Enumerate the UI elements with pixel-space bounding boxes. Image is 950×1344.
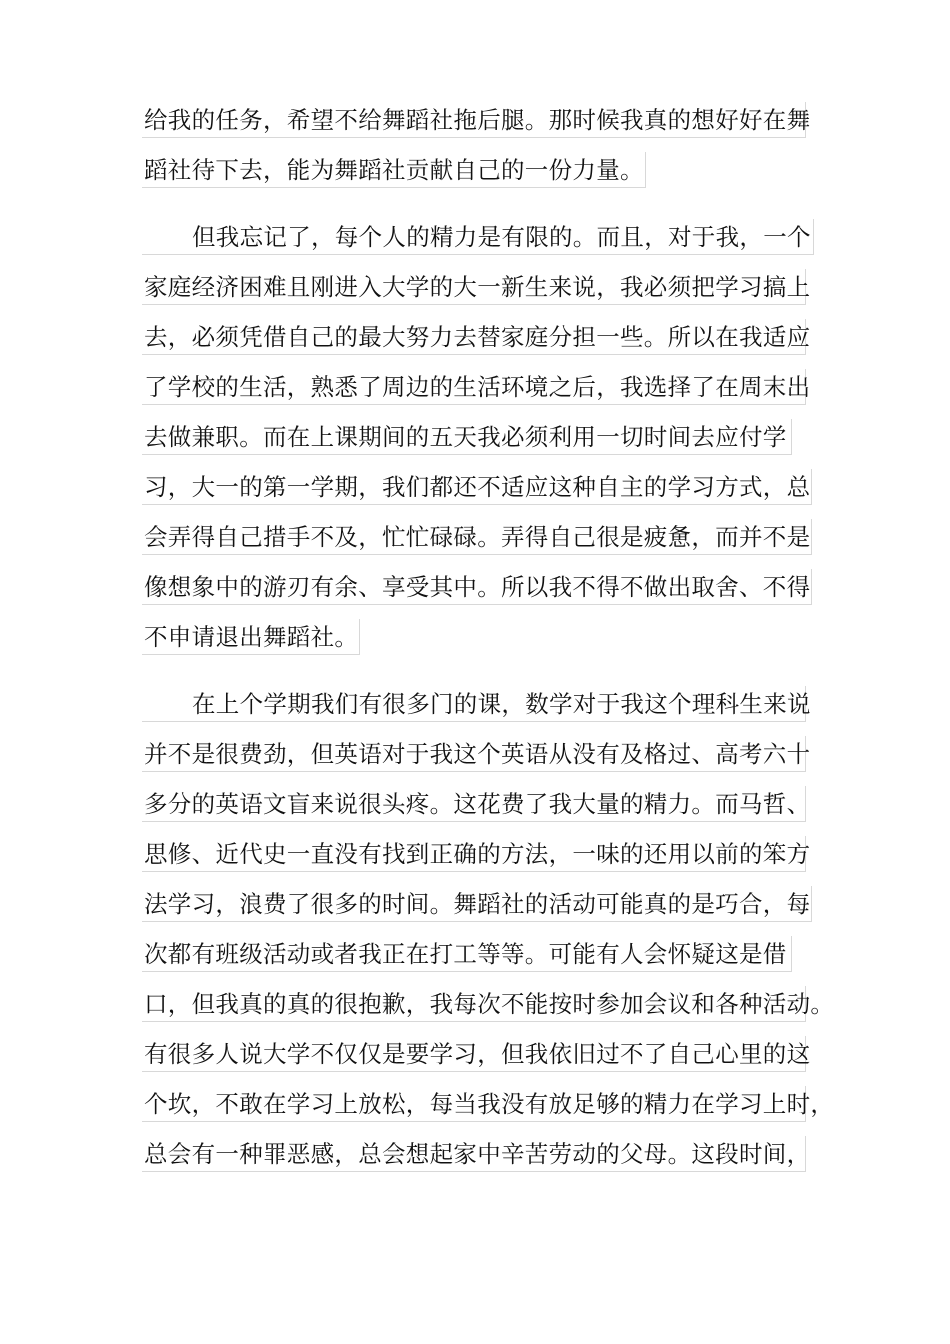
text-line: 去做兼职。而在上课期间的五天我必须利用一切时间去应付学 [142, 419, 792, 455]
text-line: 总会有一种罪恶感，总会想起家中辛苦劳动的父母。这段时间， [142, 1136, 806, 1172]
text-line: 像想象中的游刃有余、享受其中。所以我不得不做出取舍、不得 [142, 569, 812, 605]
text-line: 法学习，浪费了很多的时间。舞蹈社的活动可能真的是巧合，每 [142, 886, 812, 922]
text-line: 习，大一的第一学期，我们都还不适应这种自主的学习方式，总 [142, 469, 812, 505]
text-line: 个坎，不敢在学习上放松，每当我没有放足够的精力在学习上时， [142, 1086, 806, 1122]
text-line: 不申请退出舞蹈社。 [142, 619, 360, 655]
text-line: 有很多人说大学不仅仅是要学习，但我依旧过不了自己心里的这 [142, 1036, 806, 1072]
text-line: 蹈社待下去，能为舞蹈社贡献自己的一份力量。 [142, 152, 646, 188]
text-line: 会弄得自己措手不及，忙忙碌碌。弄得自己很是疲惫，而并不是 [142, 519, 812, 555]
text-line: 家庭经济困难且刚进入大学的大一新生来说，我必须把学习搞上 [142, 269, 806, 305]
text-line: 但我忘记了，每个人的精力是有限的。而且，对于我，一个 [142, 219, 814, 255]
text-line: 在上个学期我们有很多门的课，数学对于我这个理科生来说 [142, 686, 806, 722]
text-line: 去，必须凭借自己的最大努力去替家庭分担一些。所以在我适应 [142, 319, 806, 355]
text-line: 并不是很费劲，但英语对于我这个英语从没有及格过、高考六十 [142, 736, 806, 772]
text-line: 次都有班级活动或者我正在打工等等。可能有人会怀疑这是借 [142, 936, 792, 972]
text-line: 给我的任务，希望不给舞蹈社拖后腿。那时候我真的想好好在舞 [142, 102, 806, 138]
text-line: 多分的英语文盲来说很头疼。这花费了我大量的精力。而马哲、 [142, 786, 806, 822]
text-line: 口，但我真的真的很抱歉，我每次不能按时参加会议和各种活动。 [142, 986, 806, 1022]
text-line: 思修、近代史一直没有找到正确的方法，一味的还用以前的笨方 [142, 836, 806, 872]
text-line: 了学校的生活，熟悉了周边的生活环境之后，我选择了在周末出 [142, 369, 806, 405]
